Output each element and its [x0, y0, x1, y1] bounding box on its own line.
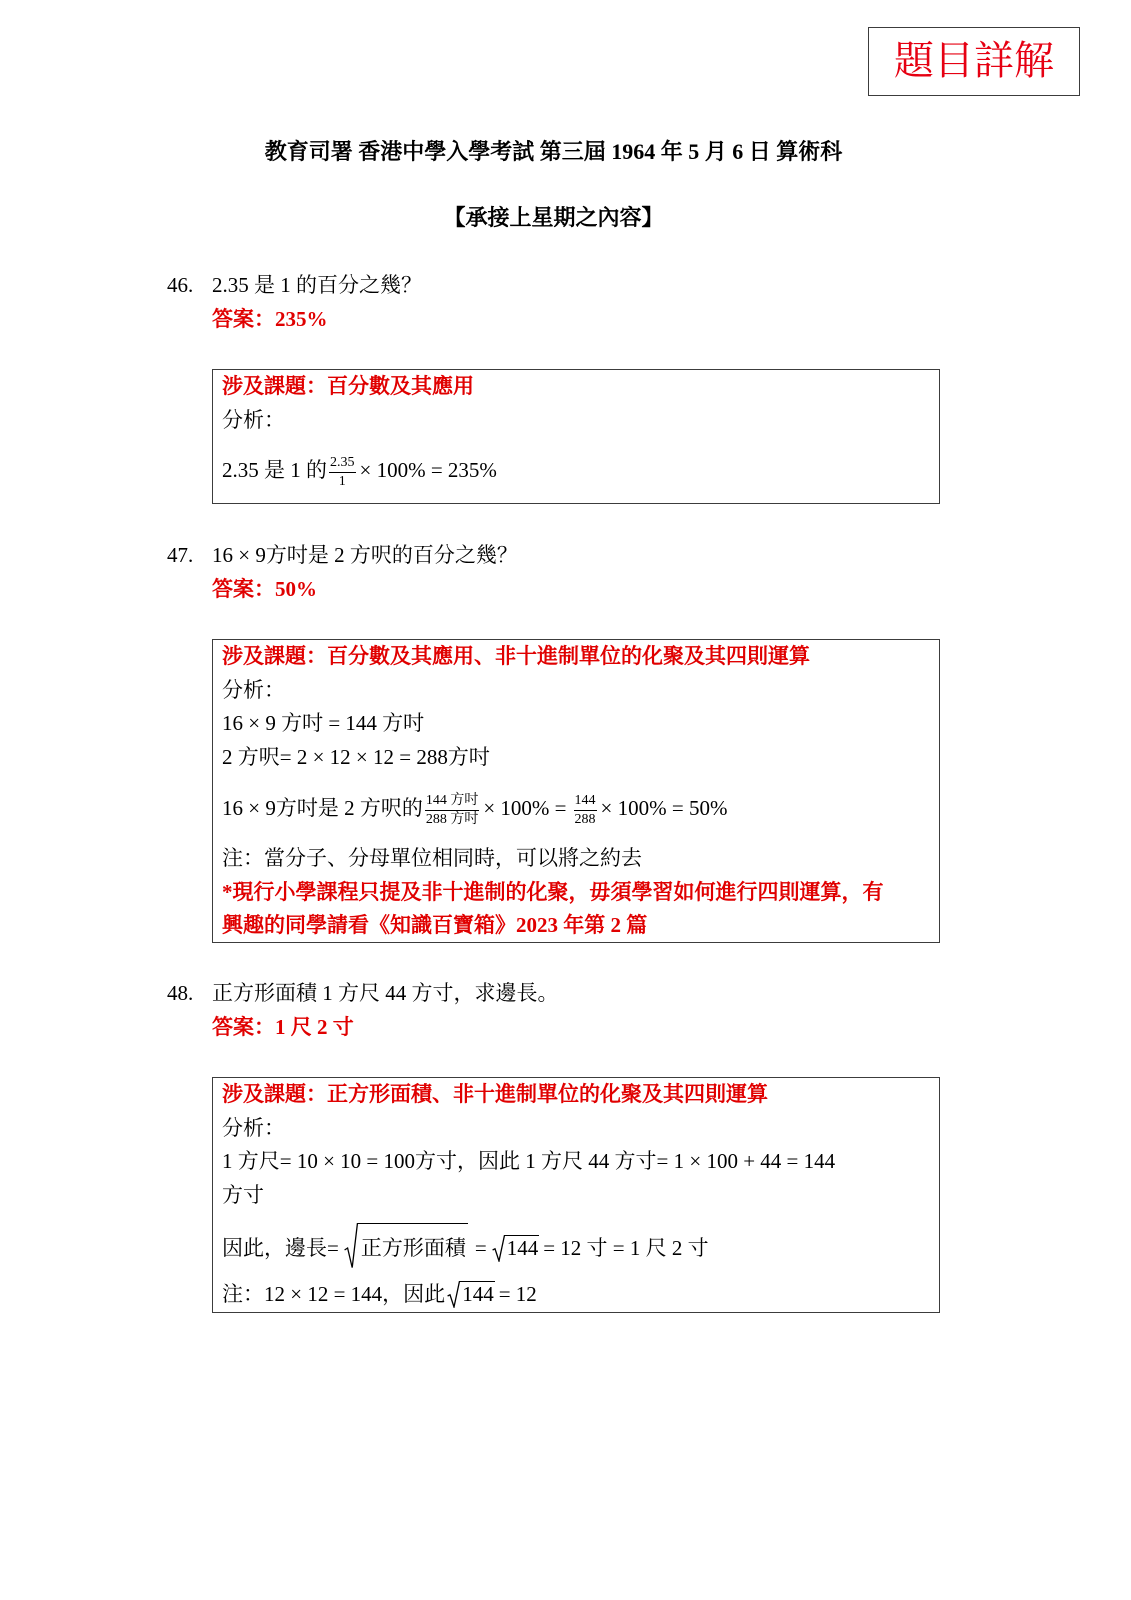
formula-middle: = — [474, 1236, 487, 1260]
fraction-numerator: 144 — [574, 793, 597, 811]
radicand: 144 — [506, 1236, 539, 1260]
analysis-box-48 — [212, 1077, 940, 1313]
analysis-step: 2 方呎= 2 × 12 × 12 = 288方吋 — [222, 744, 490, 769]
curriculum-remark-line: 興趣的同學請看《知識百寶箱》2023 年第 2 篇 — [222, 913, 648, 937]
analysis-note: 注：當分子、分母單位相同時，可以將之約去 — [222, 846, 642, 870]
analysis-box-47 — [212, 639, 940, 943]
analysis-label: 分析： — [222, 677, 285, 702]
formula-line — [222, 1212, 930, 1278]
analysis-box-46 — [212, 369, 940, 504]
header-badge-text: 題目詳解 — [894, 39, 1054, 83]
fraction-denominator: 1 — [338, 473, 346, 489]
fraction-denominator: 288 方吋 — [425, 811, 479, 827]
analysis-step: 16 × 9 方吋 = 144 方吋 — [222, 711, 425, 735]
answer-47: 答案：50% — [212, 577, 317, 601]
analysis-label: 分析： — [222, 1115, 285, 1140]
header-badge — [868, 27, 1080, 96]
analysis-step-continued: 方寸 — [222, 1182, 264, 1207]
radicand: 正方形面積 — [358, 1223, 468, 1260]
formula-line — [222, 437, 930, 503]
formula-line — [222, 774, 930, 842]
page-title: 教育司署 香港中學入學考試 第三屆 1964 年 5 月 6 日 算術科 — [264, 139, 843, 164]
radical-sign-icon — [344, 1223, 358, 1269]
formula-suffix: = 12 寸 = 1 尺 2 寸 — [543, 1236, 709, 1260]
question-text: 正方形面積 1 方尺 44 方寸，求邊長。 — [212, 981, 559, 1005]
question-text: 16 × 9方吋是 2 方呎的百分之幾？ — [212, 543, 518, 567]
question-number: 48. — [167, 981, 194, 1005]
analysis-note — [222, 1278, 930, 1312]
note-prefix: 注：12 × 12 = 144，因此 — [222, 1282, 446, 1306]
formula-suffix: × 100% = 235% — [359, 458, 497, 482]
question-48 — [167, 976, 559, 1010]
fraction-numerator: 2.35 — [329, 455, 356, 473]
square-root — [344, 1223, 468, 1260]
fraction — [425, 793, 480, 828]
fraction-denominator: 288 — [574, 811, 596, 827]
topic-heading: 涉及課題：百分數及其應用 — [222, 374, 474, 398]
question-number: 47. — [167, 543, 194, 567]
fraction-numerator: 144 方吋 — [425, 793, 480, 811]
formula-prefix: 因此，邊長= — [222, 1236, 339, 1260]
fraction — [574, 793, 597, 828]
radical-sign-icon — [492, 1235, 505, 1262]
formula-suffix: × 100% = 50% — [600, 796, 728, 820]
question-text: 2.35 是 1 的百分之幾？ — [212, 273, 422, 297]
page-subtitle: 【承接上星期之內容】 — [443, 205, 664, 230]
topic-heading: 涉及課題：正方形面積、非十進制單位的化聚及其四則運算 — [222, 1082, 768, 1106]
analysis-label: 分析： — [222, 407, 285, 432]
square-root — [492, 1235, 540, 1260]
question-46 — [167, 268, 422, 302]
note-suffix: = 12 — [498, 1282, 537, 1306]
answer-48: 答案：1 尺 2 寸 — [212, 1015, 354, 1039]
question-number: 46. — [167, 273, 194, 297]
formula-prefix: 2.35 是 1 的 — [222, 458, 327, 482]
formula-prefix: 16 × 9方吋是 2 方呎的 — [222, 796, 423, 820]
question-47 — [167, 538, 518, 572]
square-root — [447, 1281, 495, 1306]
radical-sign-icon — [447, 1281, 460, 1308]
curriculum-remark-line: *現行小學課程只提及非十進制的化聚，毋須學習如何進行四則運算，有 — [222, 879, 884, 904]
fraction — [329, 455, 356, 490]
formula-middle: × 100% = — [483, 796, 567, 820]
analysis-step: 1 方尺= 10 × 10 = 100方寸，因此 1 方尺 44 方寸= 1 × 100 + 44 = 144 — [222, 1149, 836, 1173]
topic-heading: 涉及課題：百分數及其應用、非十進制單位的化聚及其四則運算 — [222, 644, 810, 668]
radicand: 144 — [462, 1282, 494, 1306]
answer-46: 答案：235% — [212, 307, 328, 331]
